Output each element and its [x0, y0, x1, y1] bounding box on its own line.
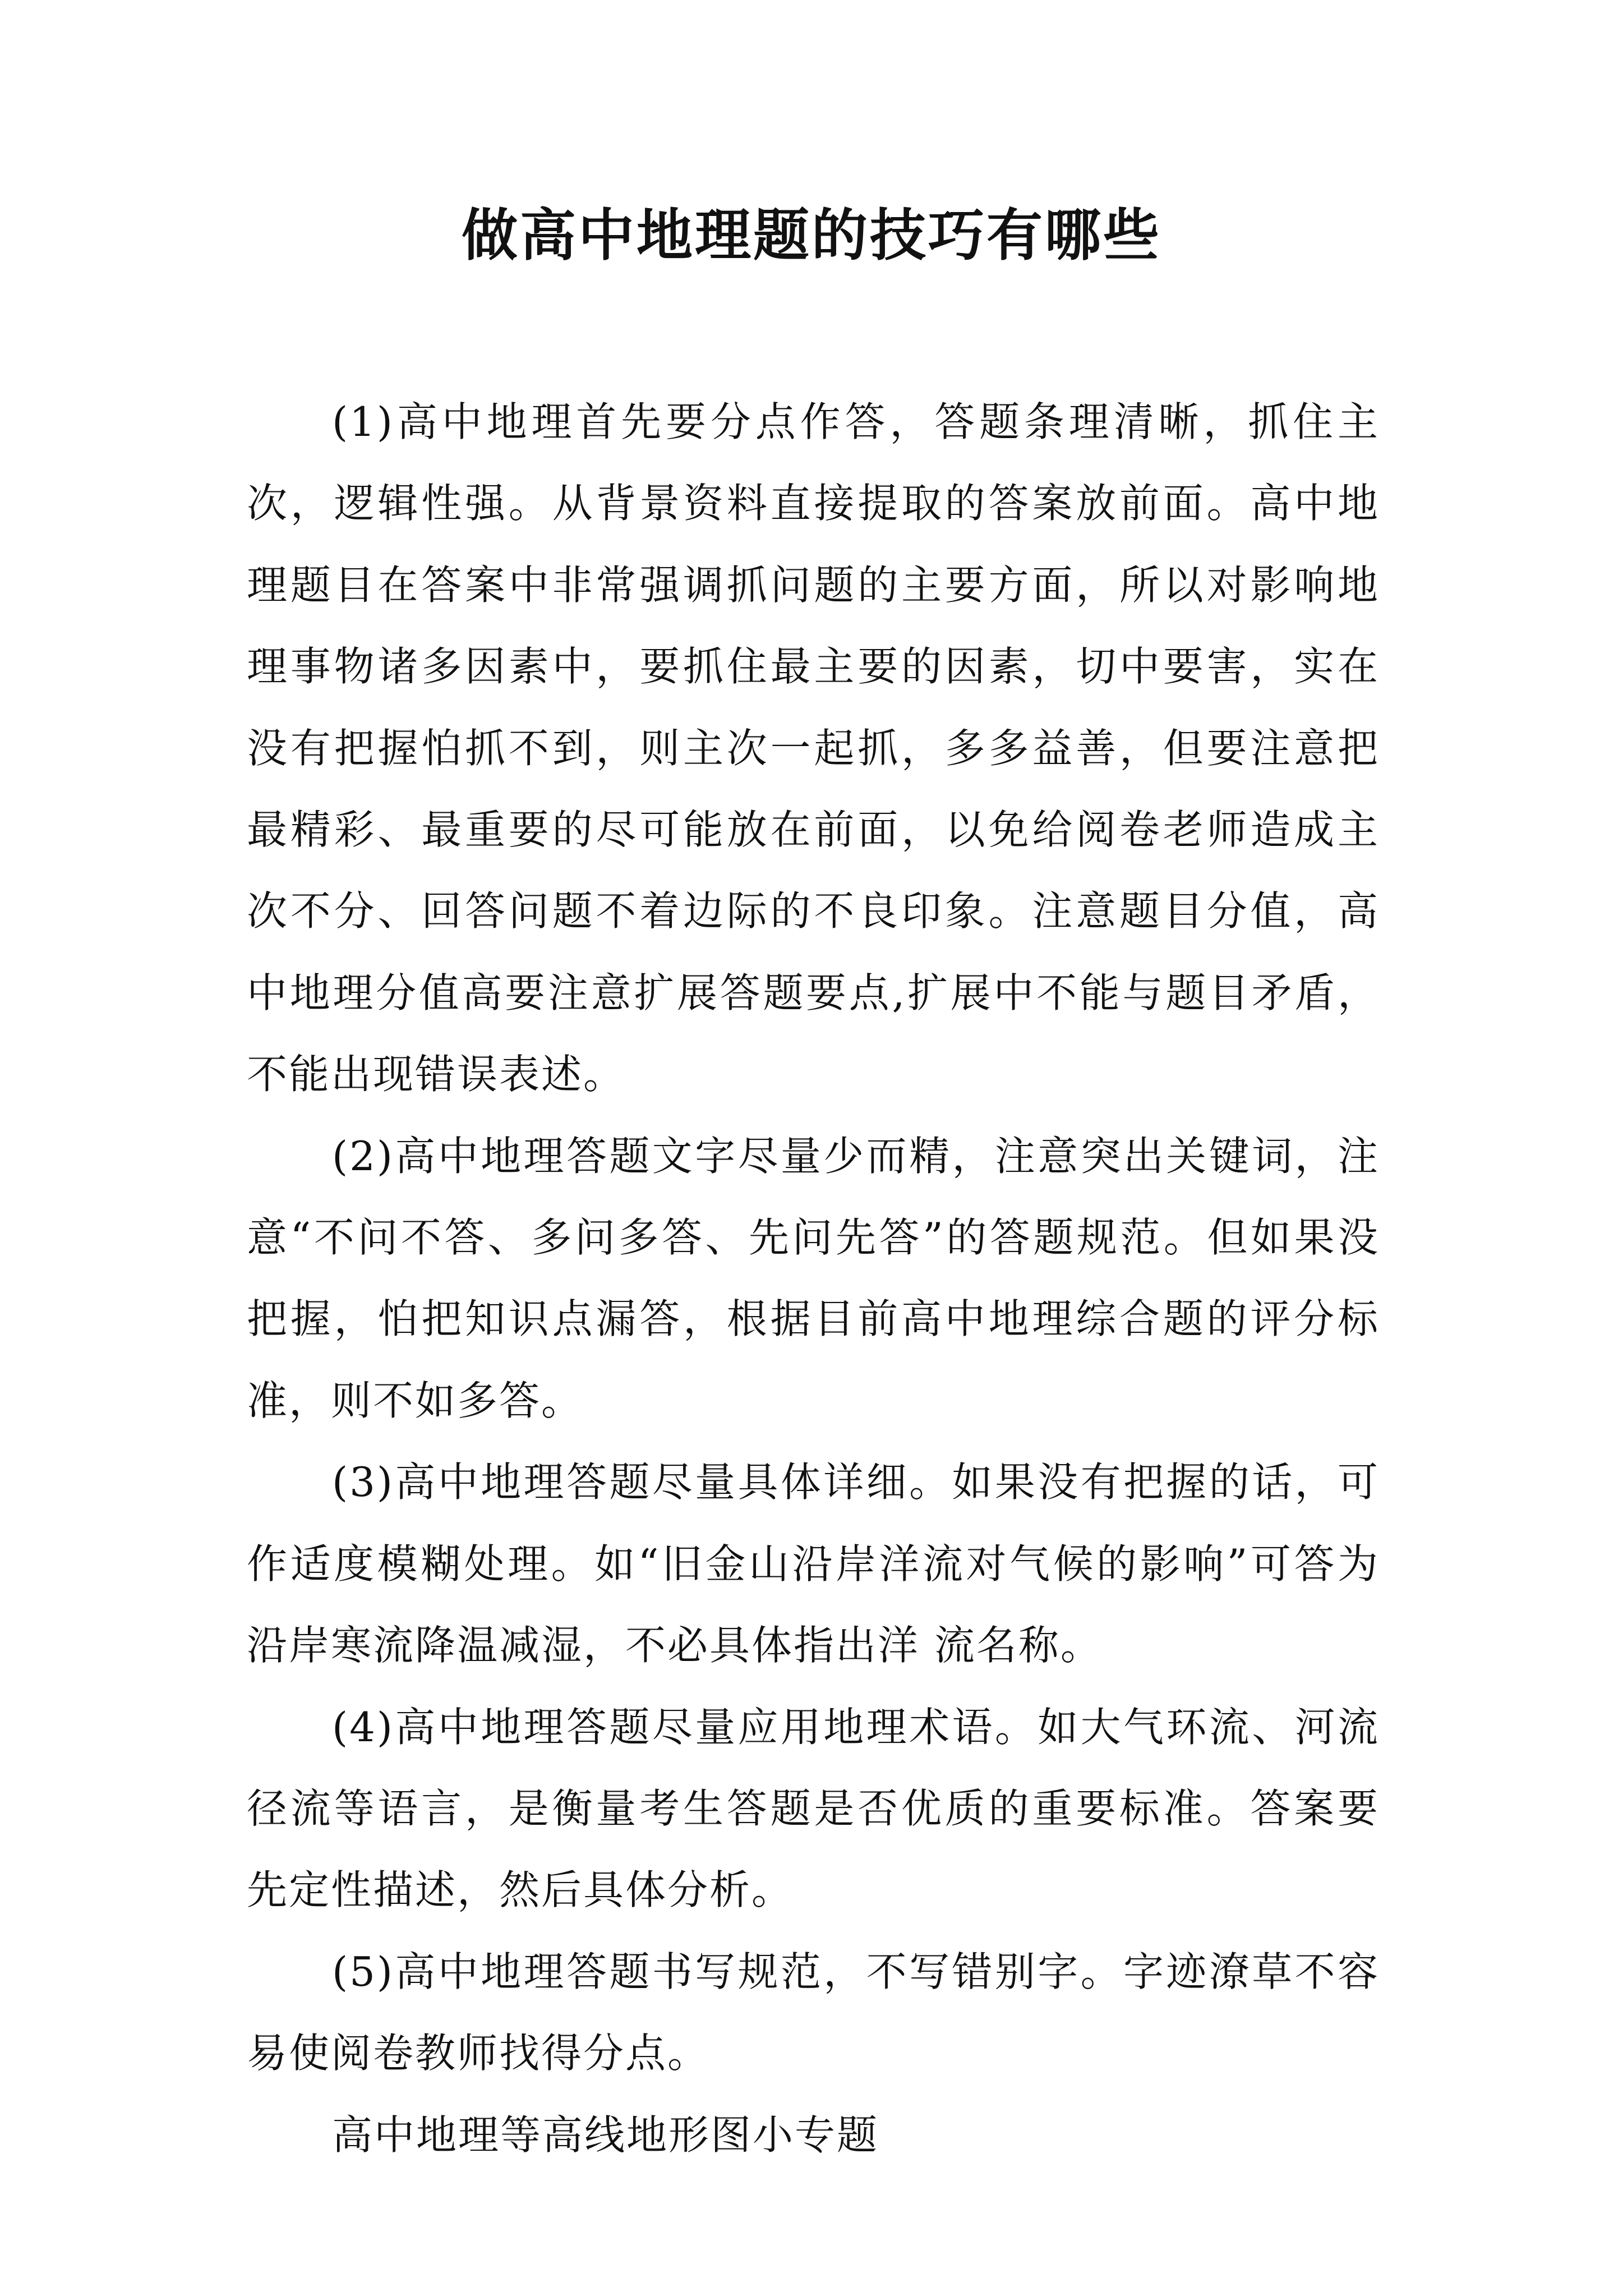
- document-body: [247, 381, 1380, 2176]
- paragraph-3: (3)高中地理答题尽量具体详细。如果没有把握的话，可作适度模糊处理。如“旧金山沿岸洋流对气候的影响”可答为沿岸寒流降温减湿，不必具体指出洋 流名称。: [247, 1458, 1380, 1669]
- document-title: 做高中地理题的技巧有哪些: [462, 203, 1161, 268]
- paragraph-5: (5)高中地理答题书写规范，不写错别字。字迹潦草不容易使阅卷教师找得分点。: [247, 1948, 1380, 2077]
- paragraph-4: (4)高中地理答题尽量应用地理术语。如大气环流、河流径流等语言，是衡量考生答题是否优质的重要标准。答案要先定性描述，然后具体分析。: [247, 1703, 1380, 1914]
- paragraph-1: (1)高中地理首先要分点作答，答题条理清晰，抓住主次，逻辑性强。从背景资料直接提取的答案放前面。高中地理题目在答案中非常强调抓问题的主要方面，所以对影响地理事物诸多因素中，要抓住最主要的因素，切中要害，实在没有把握怕抓不到，则主次一起抓，多多益善，但要注意把最精彩、最重要的尽可能放在前面，以免给阅卷老师造成主次不分、回答问题不着边际的不良印象。注意题目分值，高中地理分值高要注意扩展答题要点,扩展中不能与题目矛盾，不能出现错误表述。: [247, 398, 1380, 1098]
- paragraph-2: (2)高中地理答题文字尽量少而精，注意突出关键词，注意“不问不答、多问多答、先问先答”的答题规范。但如果没把握，怕把知识点漏答，根据目前高中地理综合题的评分标准，则不如多答。: [247, 1132, 1380, 1424]
- section-heading: 高中地理等高线地形图小专题: [332, 2111, 879, 2159]
